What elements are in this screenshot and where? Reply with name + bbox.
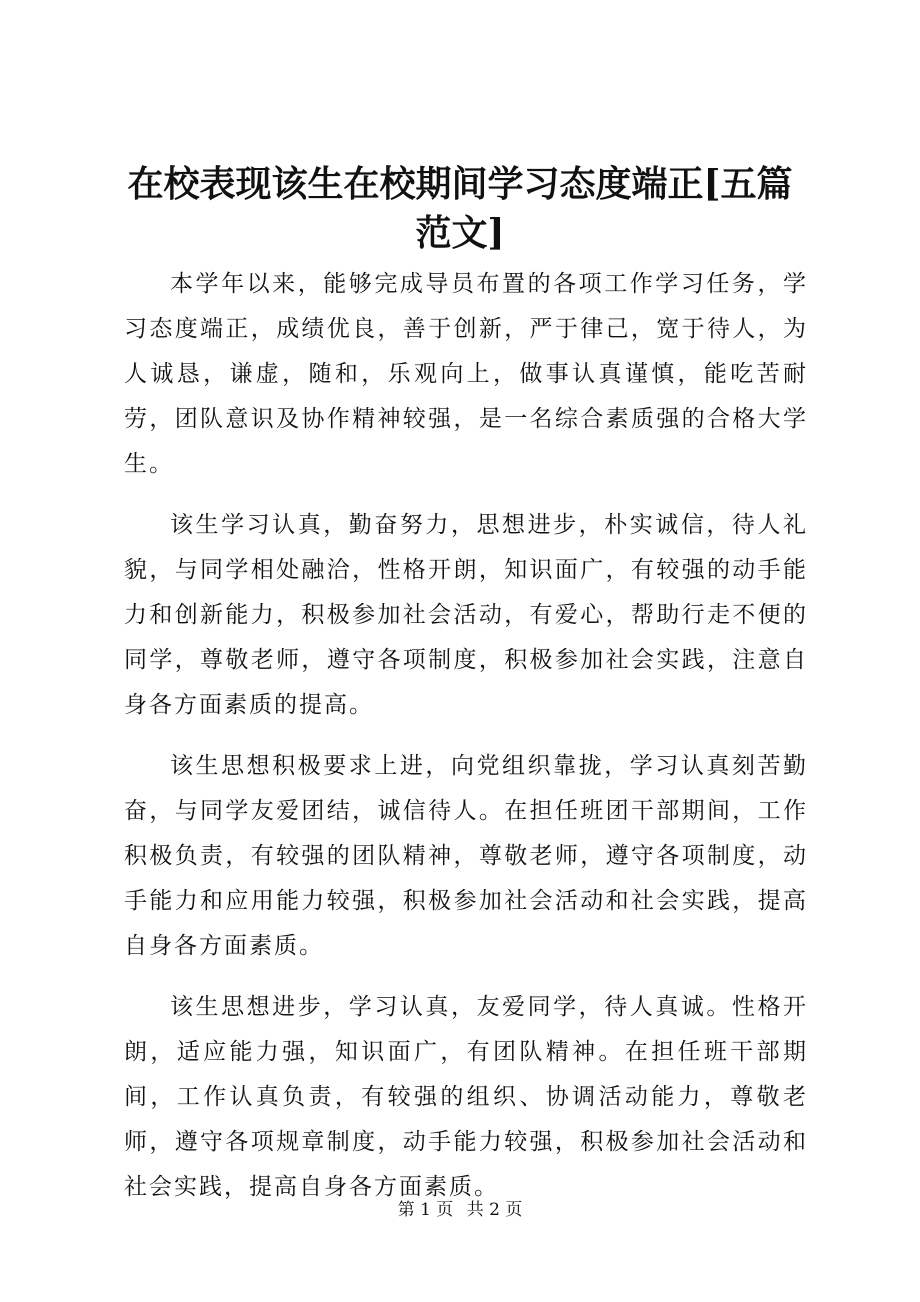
document-title: 在校表现该生在校期间学习态度端正[五篇范文]	[127, 163, 793, 254]
document-body	[124, 262, 808, 1226]
paragraph-1: 本学年以来，能够完成导员布置的各项工作学习任务，学习态度端正，成绩优良，善于创新，严于律己，宽于待人，为人诚恳，谦虚，随和，乐观向上，做事认真谨慎，能吃苦耐劳，团队意识及协作精神较强，是一名综合素质强的合格大学生。	[124, 271, 808, 477]
paragraph-4: 该生思想进步，学习认真，友爱同学，待人真诚。性格开朗，适应能力强，知识面广，有团队精神。在担任班干部期间，工作认真负责，有较强的组织、协调活动能力，尊敬老师，遵守各项规章制度，动手能力较强，积极参加社会活动和社会实践，提高自身各方面素质。	[124, 994, 808, 1200]
paragraph-2: 该生学习认真，勤奋努力，思想进步，朴实诚信，待人礼貌，与同学相处融洽，性格开朗，知识面广，有较强的动手能力和创新能力，积极参加社会活动，有爱心，帮助行走不便的同学，尊敬老师，遵守各项制度，积极参加社会实践，注意自身各方面素质的提高。	[124, 512, 808, 718]
page-number-total: 共 2 页	[466, 1200, 523, 1220]
page-footer	[0, 1198, 920, 1222]
paragraph-3: 该生思想积极要求上进，向党组织靠拢，学习认真刻苦勤奋，与同学友爱团结，诚信待人。在担任班团干部期间，工作积极负责，有较强的团队精神，尊敬老师，遵守各项制度，动手能力和应用能力较强，积极参加社会活动和社会实践，提高自身各方面素质。	[124, 753, 808, 959]
page-number-current: 第 1 页	[397, 1200, 454, 1220]
